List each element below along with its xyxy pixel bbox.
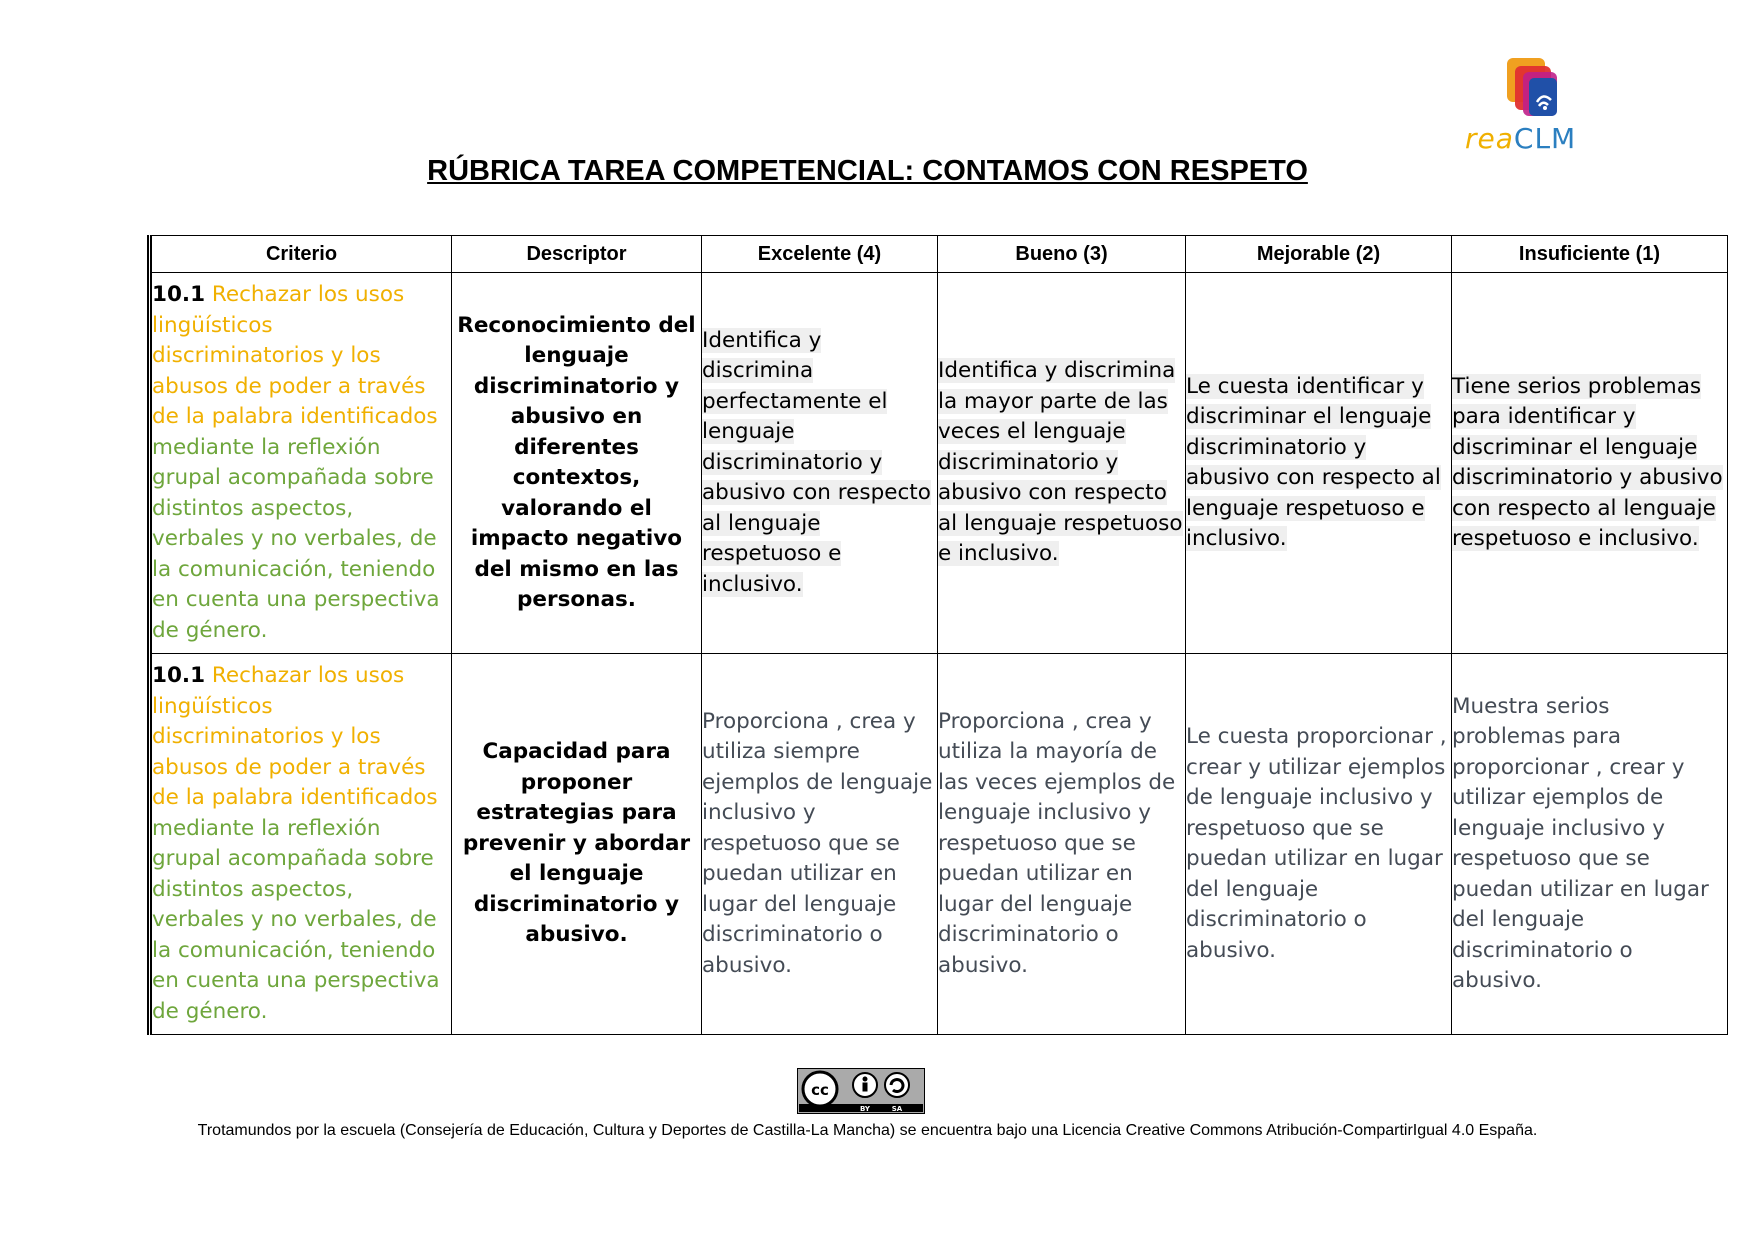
sa-label: SA [891,1105,903,1113]
column-header: Bueno (3) [938,236,1186,273]
column-header: Descriptor [452,236,702,273]
level-insuficiente-cell: Tiene serios problemas para identificar y discriminar el lenguaje discriminatorio y abusivo con respecto al lenguaje respetuoso e inclusivo. [1452,273,1728,654]
level-mejorable-cell: Le cuesta identificar y discriminar el lenguaje discriminatorio y abusivo con respecto al lenguaje respetuoso e inclusivo. [1186,273,1452,654]
level-insuficiente-cell: Muestra serios problemas para proporcionar , crear y utilizar ejemplos de lenguaje inclusivo y respetuoso que se puedan utilizar en lugar del lenguaje discriminatorio o abusivo. [1452,654,1728,1035]
level-mejorable-cell: Le cuesta proporcionar , crear y utilizar ejemplos de lenguaje inclusivo y respetuoso que se puedan utilizar en lugar del lenguaje discriminatorio o abusivo. [1186,654,1452,1035]
column-header: Insuficiente (1) [1452,236,1728,273]
criterion-cell: 10.1 Rechazar los usos lingüísticos discriminatorios y los abusos de poder a través de la palabra identificados mediante la reflexión grupal acompañada sobre distintos aspectos, verbales y no verbales, de la comunicación, teniendo en cuenta una perspectiva de género. [150,654,452,1035]
table-row [150,273,1728,654]
cc-by-sa-badge-icon [797,1068,925,1114]
level-excelente-cell: Identifica y discrimina perfectamente el lenguaje discriminatorio y abusivo con respecto al lenguaje respetuoso e inclusivo. [702,273,938,654]
column-header: Mejorable (2) [1186,236,1452,273]
table-row [150,654,1728,1035]
level-excelente-cell: Proporciona , crea y utiliza siempre ejemplos de lenguaje inclusivo y respetuoso que se puedan utilizar en lugar del lenguaje discriminatorio o abusivo. [702,654,938,1035]
column-header: Excelente (4) [702,236,938,273]
by-label: BY [859,1105,871,1113]
page-title: RÚBRICA TAREA COMPETENCIAL: CONTAMOS CON RESPETO [427,155,1308,187]
reaclm-logo-text: reaCLM [1465,122,1577,155]
cc-label: cc [811,1081,829,1099]
table-header-row [150,236,1728,273]
level-bueno-cell: Proporciona , crea y utiliza la mayoría de las veces ejemplos de lenguaje inclusivo y respetuoso que se puedan utilizar en lugar del lenguaje discriminatorio o abusivo. [938,654,1186,1035]
descriptor-cell: Capacidad para proponer estrategias para prevenir y abordar el lenguaje discriminatorio y abusivo. [452,654,702,1035]
descriptor-cell: Reconocimiento del lenguaje discriminatorio y abusivo en diferentes contextos, valorando el impacto negativo del mismo en las personas. [452,273,702,654]
column-header: Criterio [150,236,452,273]
rubric-table [147,235,1728,1035]
level-bueno-cell: Identifica y discrimina la mayor parte de las veces el lenguaje discriminatorio y abusivo con respecto al lenguaje respetuoso e inclusivo. [938,273,1186,654]
criterion-cell: 10.1 Rechazar los usos lingüísticos discriminatorios y los abusos de poder a través de la palabra identificados mediante la reflexión grupal acompañada sobre distintos aspectos, verbales y no verbales, de la comunicación, teniendo en cuenta una perspectiva de género. [150,273,452,654]
license-footer: Trotamundos por la escuela (Consejería de Educación, Cultura y Deportes de Castilla-La Mancha) se encuentra bajo una Licencia Creative Commons Atribución-CompartirIgual 4.0 España. [197,1122,1538,1139]
